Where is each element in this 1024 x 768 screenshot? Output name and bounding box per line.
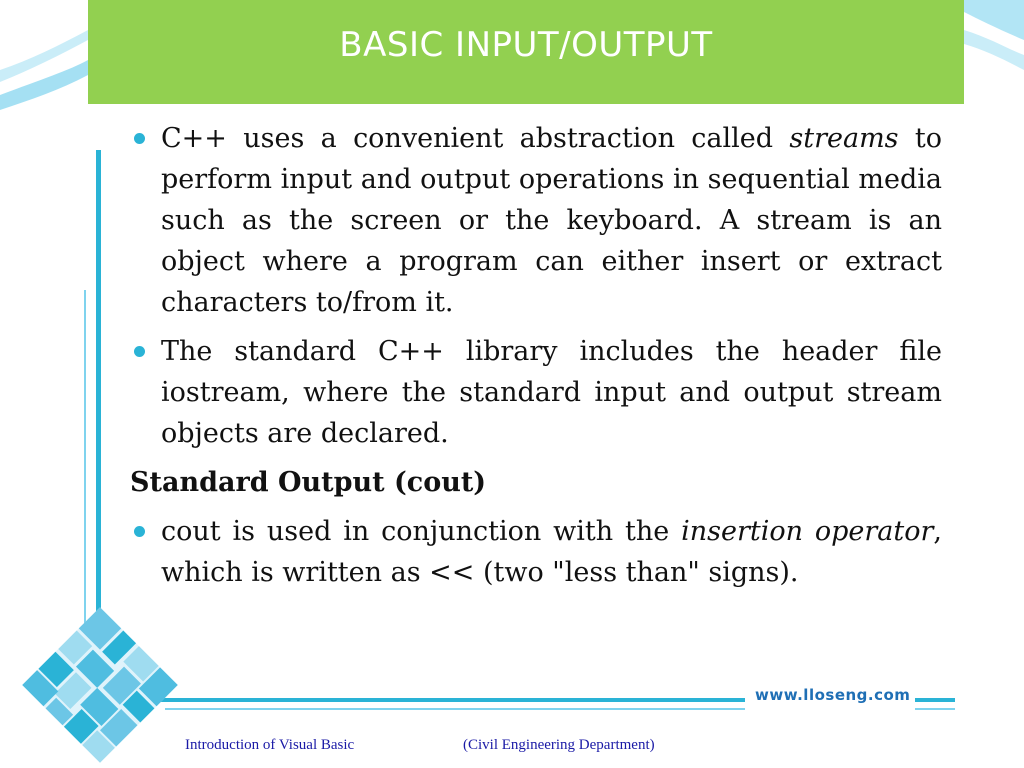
footer-course: Introduction of Visual Basic [185, 737, 355, 753]
bullet-text: , which is written as << (two "less than" signs). [161, 516, 943, 588]
website-url: www.lloseng.com [755, 686, 911, 704]
slide-title: BASIC INPUT/OUTPUT [339, 25, 713, 65]
bullet-emphasis: insertion operator [681, 516, 934, 547]
bullet-cout [130, 511, 942, 593]
bullet-text: C++ uses a convenient abstraction called [161, 123, 790, 154]
bullet-text: cout is used in conjunction with the [161, 516, 682, 547]
bullet-iostream [130, 331, 942, 454]
bullet-text: to perform input and output operations in sequential media such as the screen or the keyboard. A stream is an object where a program can either insert or extract characters to/from it. [161, 123, 942, 318]
footer-department: (Civil Engineering Department) [463, 737, 655, 753]
mosaic-diamond [22, 607, 178, 763]
subheading: Standard Output (cout) [130, 467, 487, 498]
slide-content [130, 118, 942, 601]
bullet-text: The standard C++ library includes the header file iostream, where the standard input and output stream objects are declared. [161, 336, 942, 449]
bullet-emphasis: streams [789, 123, 899, 154]
title-bar [88, 0, 964, 104]
bullet-streams [130, 118, 942, 323]
